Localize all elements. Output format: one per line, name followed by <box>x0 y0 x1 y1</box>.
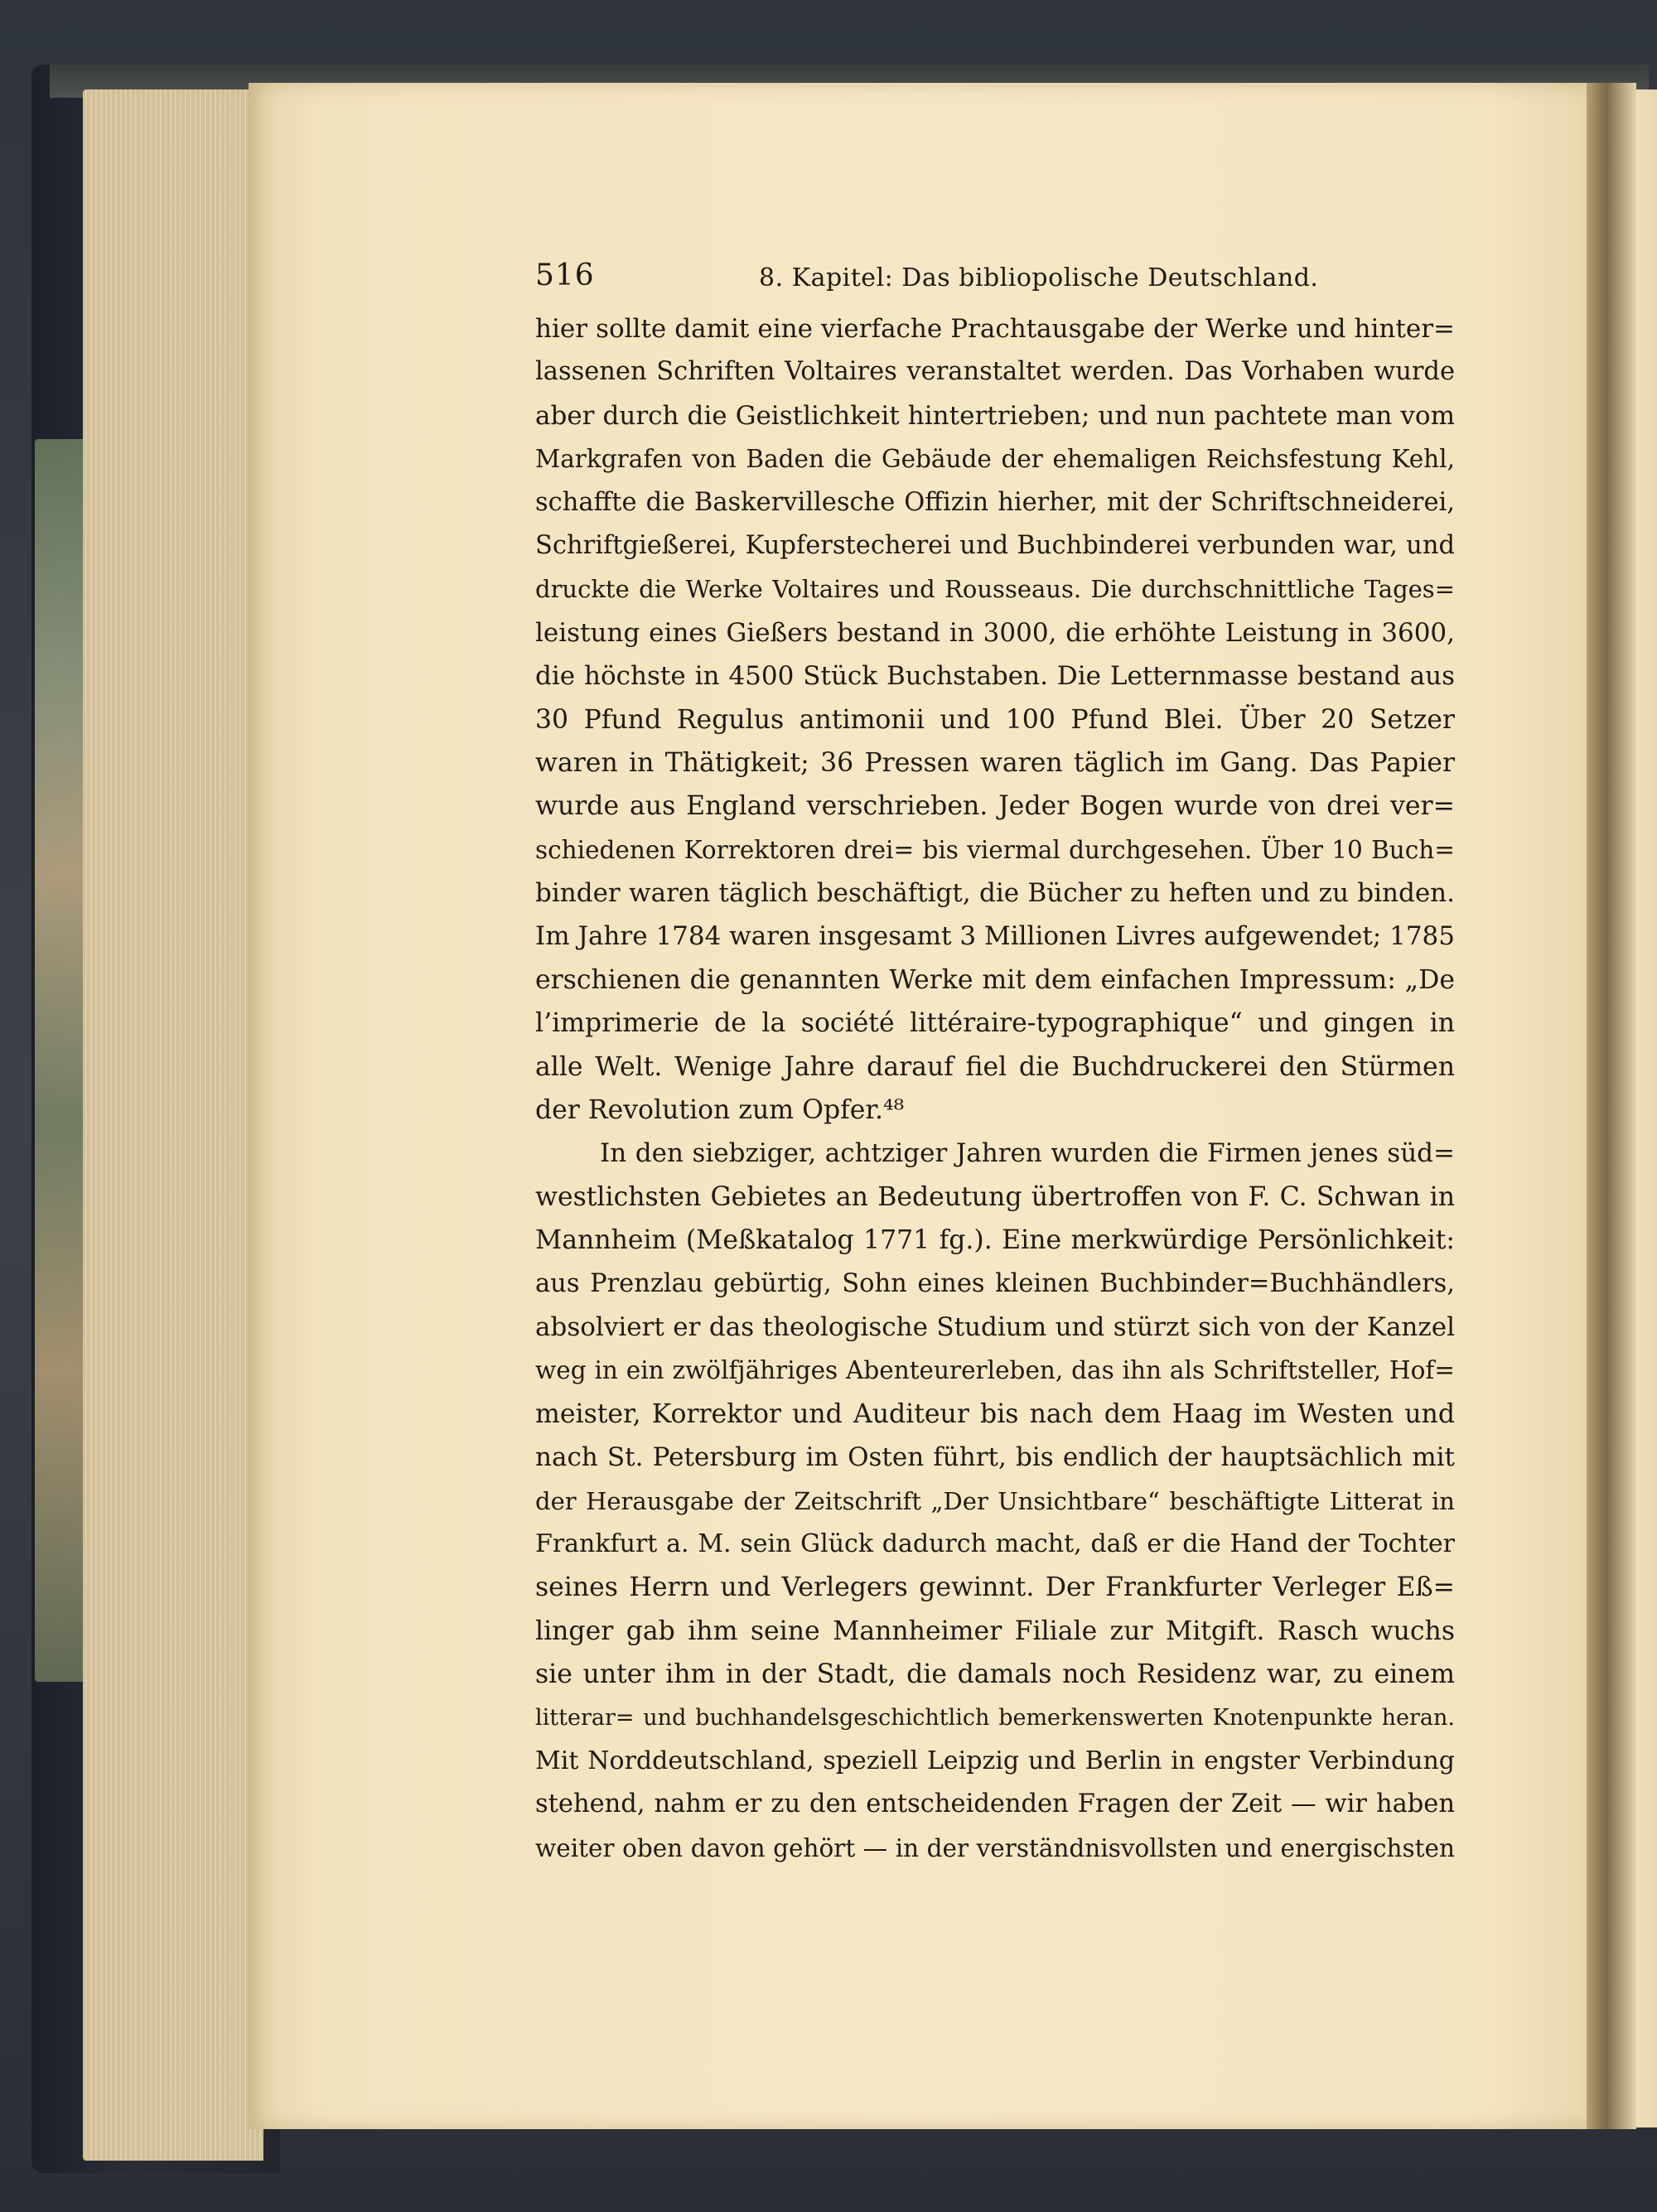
text-line: litterar= und buchhandelsgeschichtlich bemerkenswerten Knotenpunkte heran. <box>535 1704 1455 1731</box>
text-line: sie unter ihm in der Stadt, die damals noch Residenz war, zu einem <box>535 1659 1455 1690</box>
text-line: aus Prenzlau gebürtig, Sohn eines kleinen Buchbinder=Buchhändlers, <box>535 1268 1455 1298</box>
text-line: l’imprimerie de la société littéraire-typographique“ und gingen in <box>535 1008 1455 1039</box>
text-line: hier sollte damit eine vierfache Prachtausgabe der Werke und hinter= <box>535 314 1455 344</box>
text-line: meister, Korrektor und Auditeur bis nach dem Haag im Westen und <box>535 1398 1455 1429</box>
text-line: Mit Norddeutschland, speziell Leipzig und Berlin in engster Verbindung <box>535 1746 1455 1775</box>
text-line: absolviert er das theologische Studium und stürzt sich von der Kanzel <box>535 1311 1455 1342</box>
text-line: seines Herrn und Verlegers gewinnt. Der Frankfurter Verleger Eß= <box>535 1572 1455 1603</box>
text-line: linger gab ihm seine Mannheimer Filiale zur Mitgift. Rasch wuchs <box>535 1616 1455 1646</box>
text-line: lassenen Schriften Voltaires veranstaltet werden. Das Vorhaben wurde <box>535 357 1455 387</box>
text-line: weiter oben davon gehört — in der verständnisvollsten und energischsten <box>535 1833 1455 1862</box>
text-line: Schriftgießerei, Kupferstecherei und Buchbinderei verbunden war, und <box>535 530 1455 560</box>
text-line: nach St. Petersburg im Osten führt, bis endlich der hauptsächlich mit <box>535 1442 1455 1473</box>
text-line: alle Welt. Wenige Jahre darauf fiel die Buchdruckerei den Stürmen <box>535 1051 1455 1082</box>
text-line: leistung eines Gießers bestand in 3000, die erhöhte Leistung in 3600, <box>535 617 1455 648</box>
text-line: westlichsten Gebietes an Bedeutung übertroffen von F. C. Schwan in <box>535 1181 1455 1212</box>
text-line: wurde aus England verschrieben. Jeder Bogen wurde von drei ver= <box>535 791 1455 822</box>
page-number: 516 <box>535 258 595 292</box>
text-line: erschienen die genannten Werke mit dem einfachen Impressum: „De <box>535 964 1455 995</box>
text-line: In den siebziger, achtziger Jahren wurden die Firmen jenes süd= <box>600 1138 1455 1169</box>
text-line: stehend, nahm er zu den entscheidenden Fragen der Zeit — wir haben <box>535 1789 1455 1819</box>
text-line: druckte die Werke Voltaires und Rousseaus. Die durchschnittliche Tages= <box>535 575 1455 604</box>
running-head <box>535 258 1455 303</box>
text-line: schaffte die Baskervillesche Offizin hierher, mit der Schriftschneiderei, <box>535 487 1455 517</box>
text-line: schiedenen Korrektoren drei= bis viermal durchgesehen. Über 10 Buch= <box>535 835 1455 864</box>
page-text <box>535 258 1455 1870</box>
page-edges <box>83 89 263 2161</box>
text-line: waren in Thätigkeit; 36 Pressen waren täglich im Gang. Das Papier <box>535 747 1455 778</box>
text-line: Im Jahre 1784 waren insgesamt 3 Millionen Livres aufgewendet; 1785 <box>535 921 1455 952</box>
text-line: weg in ein zwölfjähriges Abenteurerleben, das ihn als Schriftsteller, Hof= <box>535 1356 1455 1385</box>
text-line: Markgrafen von Baden die Gebäude der ehemaligen Reichsfestung Kehl, <box>535 445 1455 474</box>
running-title: 8. Kapitel: Das bibliopolische Deutschland. <box>759 263 1319 292</box>
text-line: die höchste in 4500 Stück Buchstaben. Die Letternmasse bestand aus <box>535 661 1455 692</box>
text-line: 30 Pfund Regulus antimonii und 100 Pfund Blei. Über 20 Setzer <box>535 704 1455 735</box>
paragraph-2 <box>535 1132 1455 1870</box>
text-line: binder waren täglich beschäftigt, die Bücher zu heften und zu binden. <box>535 878 1455 909</box>
paragraph-1 <box>535 307 1455 1132</box>
page-gutter <box>1587 83 1636 2129</box>
text-line: aber durch die Geistlichkeit hintertrieben; und nun pachtete man vom <box>535 400 1455 431</box>
text-line: der Revolution zum Opfer.⁴⁸ <box>535 1095 905 1126</box>
text-line: der Herausgabe der Zeitschrift „Der Unsichtbare“ beschäftigte Litterat in <box>535 1486 1455 1515</box>
text-line: Frankfurt a. M. sein Glück dadurch macht, daß er die Hand der Tochter <box>535 1529 1455 1558</box>
text-line: Mannheim (Meßkatalog 1771 fg.). Eine merkwürdige Persönlichkeit: <box>535 1225 1455 1256</box>
